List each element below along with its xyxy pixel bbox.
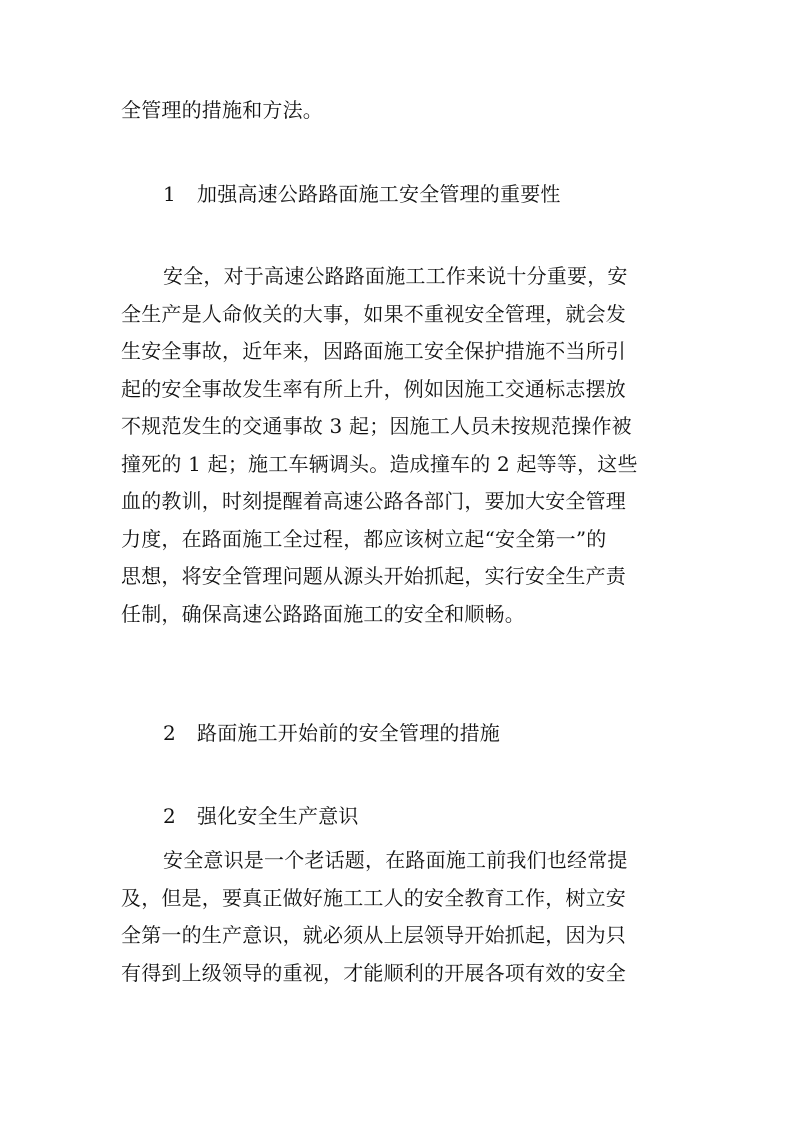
section-number: 2 [163, 721, 176, 745]
section-number: 1 [163, 182, 176, 206]
paragraph-line: 及，但是，要真正做好施工工人的安全教育工作，树立安 [121, 885, 626, 910]
paragraph-line: 任制，确保高速公路路面施工的安全和顺畅。 [121, 601, 525, 626]
paragraph-line: 全第一的生产意识，就必须从上层领导开始抓起，因为只 [121, 923, 626, 947]
paragraph-line: 生安全事故，近年来，因路面施工安全保护措施不当所引 [121, 339, 626, 363]
section-heading-2 [163, 720, 723, 746]
section-number: 2 [163, 804, 176, 828]
paragraph-line: 安全意识是一个老话题，在路面施工前我们也经常提 [163, 848, 628, 872]
section-title: 加强高速公路路面施工安全管理的重要性 [197, 182, 561, 206]
section-heading-1 [163, 181, 723, 207]
body-paragraph-1 [121, 258, 681, 633]
section-title: 强化安全生产意识 [197, 804, 359, 828]
paragraph-line: 安全，对于高速公路路面施工工作来说十分重要，安 [163, 264, 628, 288]
section-title: 路面施工开始前的安全管理的措施 [197, 721, 500, 745]
subsection-heading [163, 803, 723, 829]
paragraph-line: 思想，将安全管理问题从源头开始抓起，实行安全生产责 [121, 564, 626, 588]
continued-text-line: 全管理的措施和方法。 [121, 98, 323, 122]
paragraph-line: 全生产是人命攸关的大事，如果不重视安全管理，就会发 [121, 301, 626, 326]
paragraph-line: 有得到上级领导的重视，才能顺利的开展各项有效的安全 [121, 960, 626, 985]
paragraph-line: 起的安全事故发生率有所上升，例如因施工交通标志摆放 [121, 376, 626, 401]
paragraph-line: 力度，在路面施工全过程，都应该树立起“安全第一”的 [121, 526, 607, 551]
paragraph-line: 不规范发生的交通事故 3 起；因施工人员未按规范操作被 [121, 414, 632, 438]
paragraph-line: 撞死的 1 起；施工车辆调头。造成撞车的 2 起等等，这些 [121, 451, 638, 476]
paragraph-line: 血的教训，时刻提醒着高速公路各部门，要加大安全管理 [121, 489, 626, 513]
body-paragraph-2 [121, 842, 681, 992]
